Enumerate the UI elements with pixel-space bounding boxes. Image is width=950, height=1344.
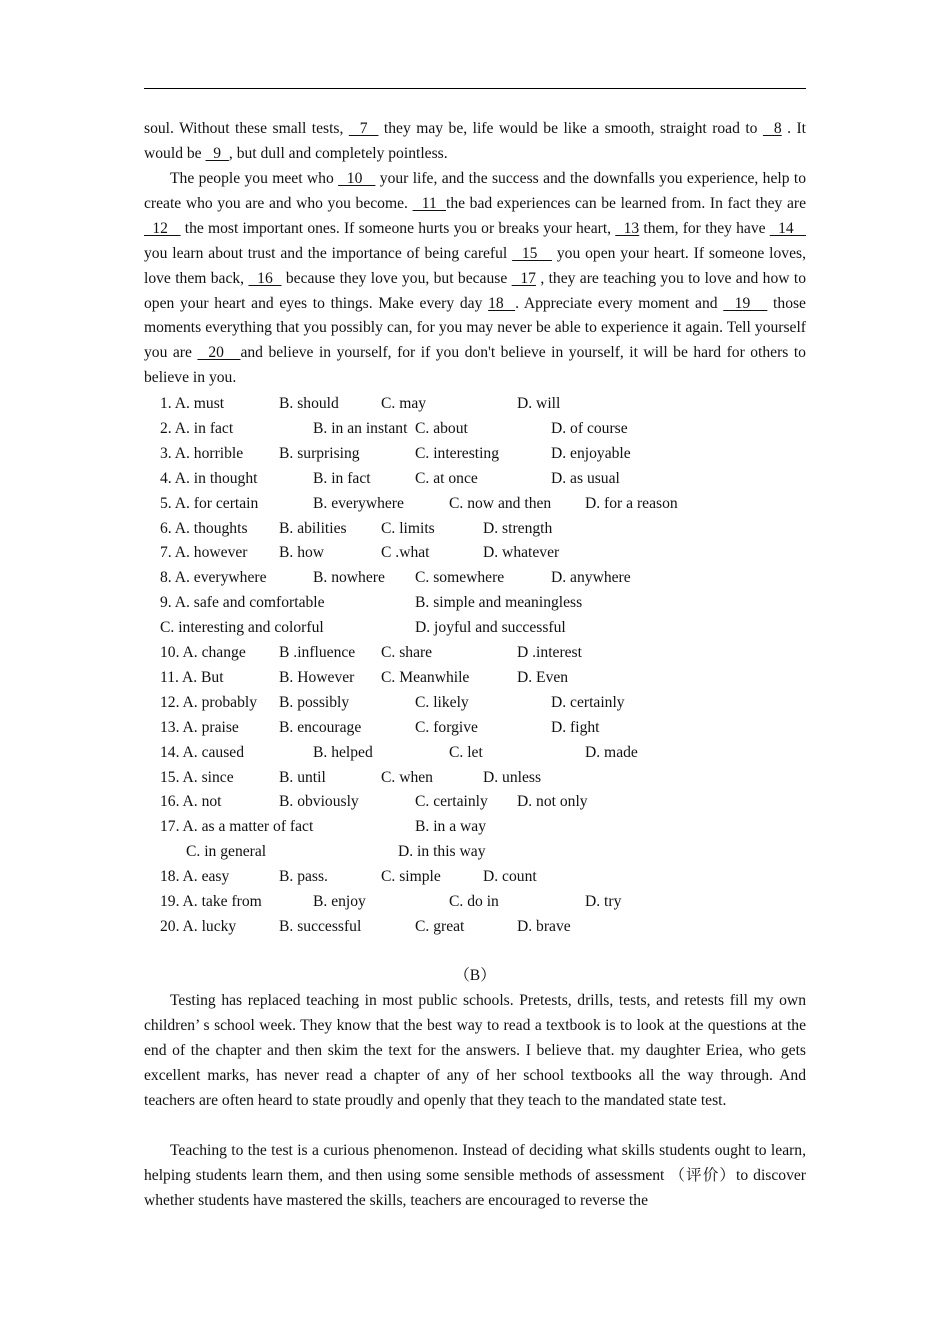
option-choice: D. for a reason	[585, 494, 678, 512]
answer-blank: 10	[338, 170, 376, 187]
header-rule	[144, 88, 806, 89]
option-choice: 1. A. must	[160, 395, 225, 412]
passage-text: they may be, life would be like a smooth, straight road to	[378, 120, 763, 137]
option-choice: C. limits	[381, 519, 435, 537]
option-choice: C. interesting and colorful	[160, 619, 324, 637]
answer-blank: 20	[197, 344, 241, 362]
passage-text: , they are teaching you to love and how to open your heart and eyes to things. Make every day	[144, 269, 807, 312]
option-choice: D. count	[483, 868, 537, 886]
option-choice: 18. A. easy	[160, 868, 230, 886]
answer-blank: 11	[412, 194, 447, 212]
option-choice: D. brave	[517, 917, 571, 935]
option-choice: 11. A. But	[160, 668, 224, 686]
option-choice: C. share	[381, 644, 433, 661]
option-choice: D. try	[585, 893, 622, 910]
option-choice: 12. A. probably	[160, 693, 258, 711]
option-choice: C. about	[415, 419, 468, 437]
section-b-paragraph-2: Teaching to the test is a curious phenomenon. Instead of deciding what skills students ought to learn, helping students learn them, and then using some sensible methods of assessment （评价）to discover whether students have mastered the skills, teachers are encouraged to reverse the	[144, 1142, 806, 1209]
option-choice: B. how	[279, 544, 325, 562]
option-choice: 13. A. praise	[160, 718, 239, 736]
option-choice: 5. A. for certain	[160, 494, 259, 512]
option-choice: B. helped	[313, 743, 373, 761]
option-choice: C .what	[381, 544, 430, 562]
option-choice: D. joyful and successful	[415, 619, 566, 637]
option-choice: B. until	[279, 768, 326, 786]
option-choice: 20. A. lucky	[160, 917, 237, 935]
option-choice: C. let	[449, 743, 483, 761]
section-b-heading: （B）	[454, 967, 496, 984]
option-choice: B. in a way	[415, 818, 487, 836]
option-choice: B. enjoy	[313, 893, 366, 910]
answer-blank: 15	[512, 244, 553, 262]
passage-text: . Appreciate every moment and	[515, 294, 724, 312]
option-choice: B. simple and meaningless	[415, 594, 583, 612]
answer-blank: 8	[762, 120, 782, 137]
option-choice: D. whatever	[483, 544, 560, 562]
option-choice: B. in an instant	[313, 419, 408, 437]
option-choice: C. do in	[449, 893, 499, 910]
answer-blank: 17	[511, 269, 536, 287]
option-choice: C. when	[381, 768, 433, 786]
option-choice: B. abilities	[279, 519, 347, 537]
option-choice: B. encourage	[279, 718, 362, 736]
option-choice: 2. A. in fact	[160, 419, 234, 437]
option-choice: 19. A. take from	[160, 893, 262, 910]
option-choice: B. should	[279, 395, 339, 412]
option-choice: 3. A. horrible	[160, 444, 244, 462]
option-choice: D. enjoyable	[551, 444, 631, 462]
passage-text: and believe in yourself, for if you don't believe in yourself, it will be hard for others to believe in you.	[144, 344, 806, 387]
section-b-paragraph-1: Testing has replaced teaching in most public schools. Pretests, drills, tests, and retests fill my own children’ s school week. They know that the best way to read a textbook is to look at the questions at the end of the chapter and then skim the text for the answers. I believe that. my daughter Eriea, who gets excellent marks, has never read a chapter of any of her school textbooks all the way through. And teachers are often heard to state proudly and openly that they teach to the mandated state test.	[144, 992, 806, 1109]
passage-a-paragraph-2	[144, 167, 806, 391]
passage-text: because they love you, but because	[281, 269, 512, 287]
option-choice: C. likely	[415, 693, 469, 711]
option-choice: D. not only	[517, 793, 588, 811]
option-choice: D .interest	[517, 644, 582, 661]
answer-blank: 12	[144, 219, 181, 237]
option-choice: B. possibly	[279, 693, 350, 711]
option-choice: 16. A. not	[160, 793, 222, 811]
option-choice: 8. A. everywhere	[160, 569, 267, 587]
passage-text: soul. Without these small tests,	[144, 120, 349, 137]
option-choice: C. great	[415, 917, 465, 935]
option-choice: C. certainly	[415, 793, 488, 811]
passage-text: the most important ones. If someone hurts you or breaks your heart,	[180, 219, 616, 237]
option-choice: D. Even	[517, 668, 569, 686]
option-choice: D. certainly	[551, 693, 625, 711]
option-choice: B. However	[279, 668, 355, 686]
passage-a-paragraph-1	[144, 117, 806, 167]
passage-text: you open your heart. If someone loves, love them back,	[144, 244, 806, 287]
passage-text: the bad experiences can be learned from. In fact they are	[446, 194, 806, 212]
option-choice: C. forgive	[415, 718, 478, 736]
option-choice: D. will	[517, 395, 561, 412]
option-choice: D. in this way	[398, 843, 486, 861]
passage-text: you learn about trust and the importance of being careful	[144, 244, 513, 262]
option-choice: B. in fact	[313, 469, 371, 487]
answer-blank: 18	[488, 294, 516, 312]
option-choice: D. strength	[483, 519, 553, 537]
option-choice: 17. A. as a matter of fact	[160, 818, 314, 836]
option-choice: B .influence	[279, 644, 356, 661]
option-choice: 14. A. caused	[160, 743, 245, 761]
answer-blank: 16	[248, 269, 282, 287]
option-choice: 6. A. thoughts	[160, 519, 248, 537]
option-choice: 4. A. in thought	[160, 469, 258, 487]
answer-blank: 19	[723, 294, 768, 312]
option-choice: C. interesting	[415, 444, 500, 462]
option-choice: B. nowhere	[313, 569, 385, 587]
option-choice: C. somewhere	[415, 569, 505, 587]
passage-text: those moments everything that you possibly can, for you may never be able to experience it again. Tell yourself you are	[144, 294, 806, 362]
option-choice: C. at once	[415, 469, 478, 487]
option-choice: C. Meanwhile	[381, 668, 470, 686]
option-choice: 10. A. change	[160, 644, 246, 661]
option-choice: 7. A. however	[160, 544, 248, 562]
option-choice: D. fight	[551, 718, 600, 736]
option-choice: D. as usual	[551, 469, 620, 487]
option-choice: C. now and then	[449, 494, 552, 512]
option-choice: B. obviously	[279, 793, 359, 811]
option-choice: B. pass.	[279, 868, 328, 886]
option-choice: 15. A. since	[160, 768, 234, 786]
option-choice: C. simple	[381, 868, 441, 886]
option-choice: D. of course	[551, 419, 628, 437]
option-choice: D. unless	[483, 768, 542, 786]
passage-text: , but dull and completely pointless.	[228, 144, 448, 162]
option-choice: C. may	[381, 395, 427, 412]
answer-blank: 9	[205, 144, 229, 162]
option-choice: C. in general	[186, 843, 267, 861]
option-choice: B. surprising	[279, 444, 360, 462]
answer-blank: 7	[348, 120, 379, 137]
option-choice: B. everywhere	[313, 494, 404, 512]
answer-blank: 13	[615, 219, 640, 237]
option-choice: D. made	[585, 743, 638, 761]
passage-text: The people you meet who	[170, 170, 339, 187]
answer-blank: 14	[769, 219, 806, 237]
option-choice: 9. A. safe and comfortable	[160, 594, 325, 612]
passage-text: them, for they have	[639, 219, 770, 237]
passage-text: . It would be	[144, 120, 807, 162]
option-choice: D. anywhere	[551, 569, 631, 587]
passage-text: your life, and the success and the downfalls you experience, help to create who you are and who you become.	[144, 170, 807, 212]
option-choice: B. successful	[279, 917, 362, 935]
